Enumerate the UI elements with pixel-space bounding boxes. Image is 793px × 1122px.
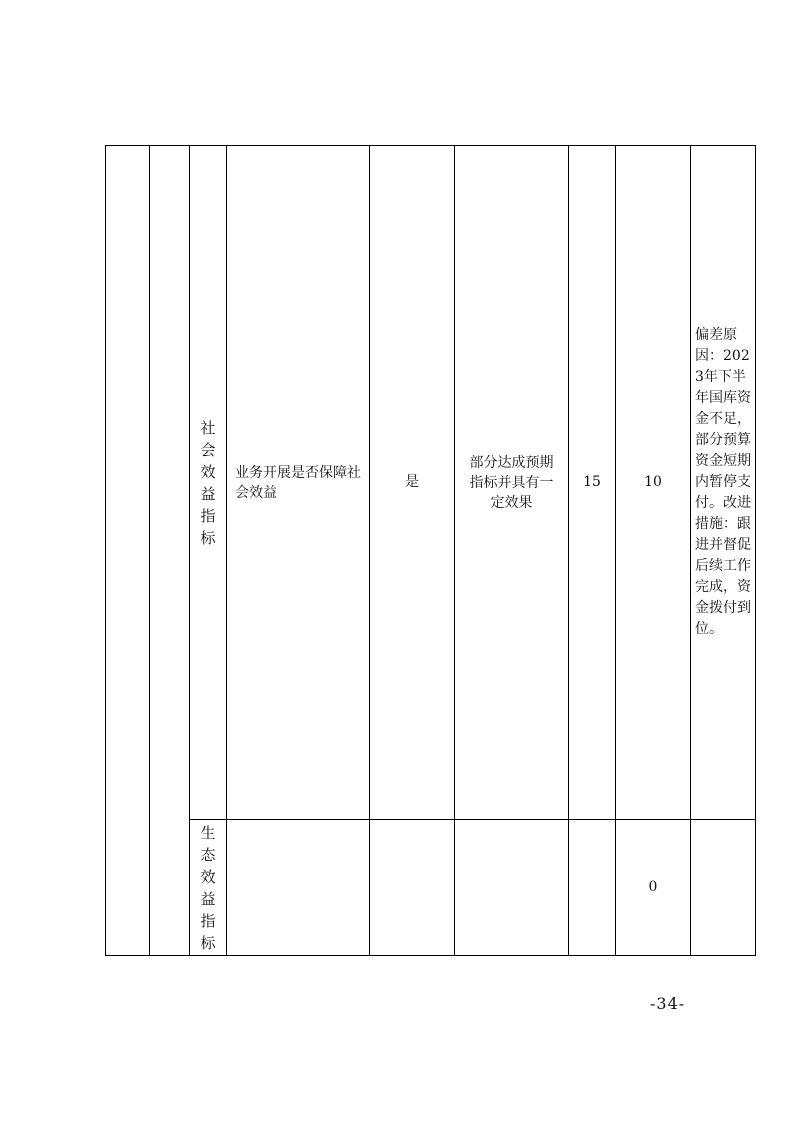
score-cell bbox=[616, 820, 691, 956]
actual-cell bbox=[455, 146, 569, 820]
score-cell bbox=[616, 146, 691, 820]
weight-cell bbox=[569, 146, 616, 820]
remark-text: 偏差原因：2023年下半年国库资金不足，部分预算资金短期内暂停支付。改进措施：跟进并督促后续工作完成，资金拨付到位。 bbox=[695, 327, 751, 637]
table-row bbox=[106, 146, 756, 820]
table-row bbox=[106, 820, 756, 956]
weight-cell bbox=[569, 820, 616, 956]
performance-table bbox=[105, 145, 756, 956]
level2-indicator-cell bbox=[150, 146, 190, 956]
score-value: 10 bbox=[644, 474, 662, 490]
level1-indicator-cell bbox=[106, 146, 150, 956]
target-value: 是 bbox=[405, 474, 419, 490]
target-cell bbox=[370, 820, 455, 956]
page-number: -34- bbox=[650, 994, 686, 1013]
score-value: 0 bbox=[648, 879, 658, 895]
category-label: 生态效益指标 bbox=[200, 823, 216, 952]
category-cell bbox=[190, 820, 227, 956]
target-cell bbox=[370, 146, 455, 820]
actual-value: 部分达成预期指标并具有一定效果 bbox=[469, 454, 554, 511]
remark-cell bbox=[691, 820, 756, 956]
item-label: 业务开展是否保障社会效益 bbox=[235, 464, 361, 501]
weight-value: 15 bbox=[583, 474, 601, 490]
item-cell bbox=[227, 820, 370, 956]
category-cell bbox=[190, 146, 227, 820]
actual-cell bbox=[455, 820, 569, 956]
remark-cell bbox=[691, 146, 756, 820]
category-label: 社会效益指标 bbox=[200, 418, 216, 547]
item-cell bbox=[227, 146, 370, 820]
